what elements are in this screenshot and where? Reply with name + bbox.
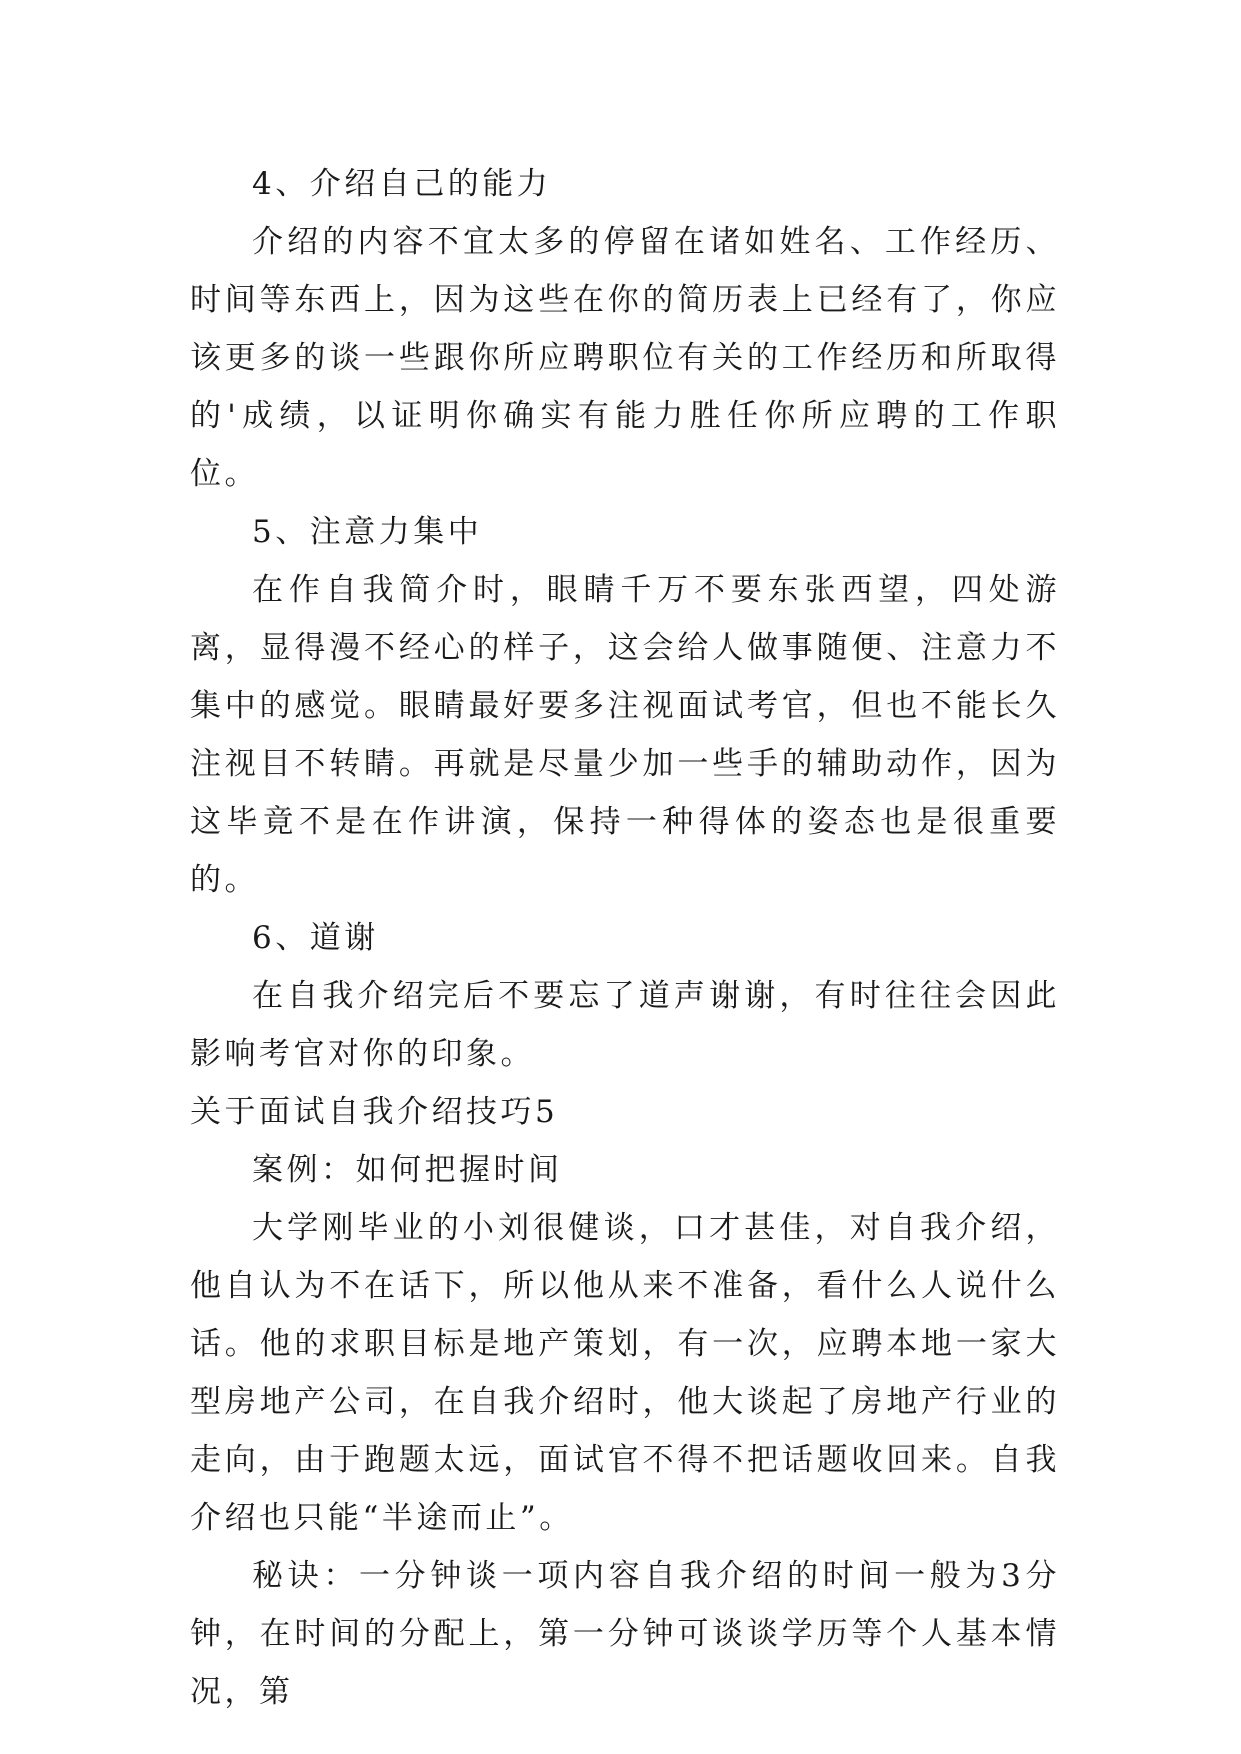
paragraph-case: 大学刚毕业的小刘很健谈，口才甚佳，对自我介绍，他自认为不在话下，所以他从来不准备，看什么人说什么话。他的求职目标是地产策划，有一次，应聘本地一家大型房地产公司，在自我介绍时，他大谈起了房地产行业的走向，由于跑题太远，面试官不得不把话题收回来。自我介绍也只能“半途而止”。 [190, 1210, 1060, 1536]
paragraph-tip: 秘诀：一分钟谈一项内容自我介绍的时间一般为3分钟，在时间的分配上，第一分钟可谈谈学历等个人基本情况，第 [190, 1558, 1060, 1710]
paragraph-thanks: 在自我介绍完后不要忘了道声谢谢，有时往往会因此影响考官对你的印象。 [190, 978, 1060, 1072]
paragraph-focus: 在作自我简介时，眼睛千万不要东张西望，四处游离，显得漫不经心的样子，这会给人做事随便、注意力不集中的感觉。眼睛最好要多注视面试考官，但也不能长久注视目不转睛。再就是尽量少加一些手的辅助动作，因为这毕竟不是在作讲演，保持一种得体的姿态也是很重要的。 [190, 572, 1060, 898]
document-body [190, 155, 1060, 1721]
case-heading: 案例：如何把握时间 [252, 1152, 563, 1188]
section-heading-focus: 5、注意力集中 [252, 514, 483, 550]
article-title: 关于面试自我介绍技巧5 [190, 1094, 559, 1130]
section-heading-ability: 4、介绍自己的能力 [252, 166, 552, 202]
paragraph-ability: 介绍的内容不宜太多的停留在诸如姓名、工作经历、时间等东西上，因为这些在你的简历表上已经有了，你应该更多的谈一些跟你所应聘职位有关的工作经历和所取得的'成绩，以证明你确实有能力胜任你所应聘的工作职位。 [190, 224, 1060, 492]
section-heading-thanks: 6、道谢 [252, 920, 379, 956]
